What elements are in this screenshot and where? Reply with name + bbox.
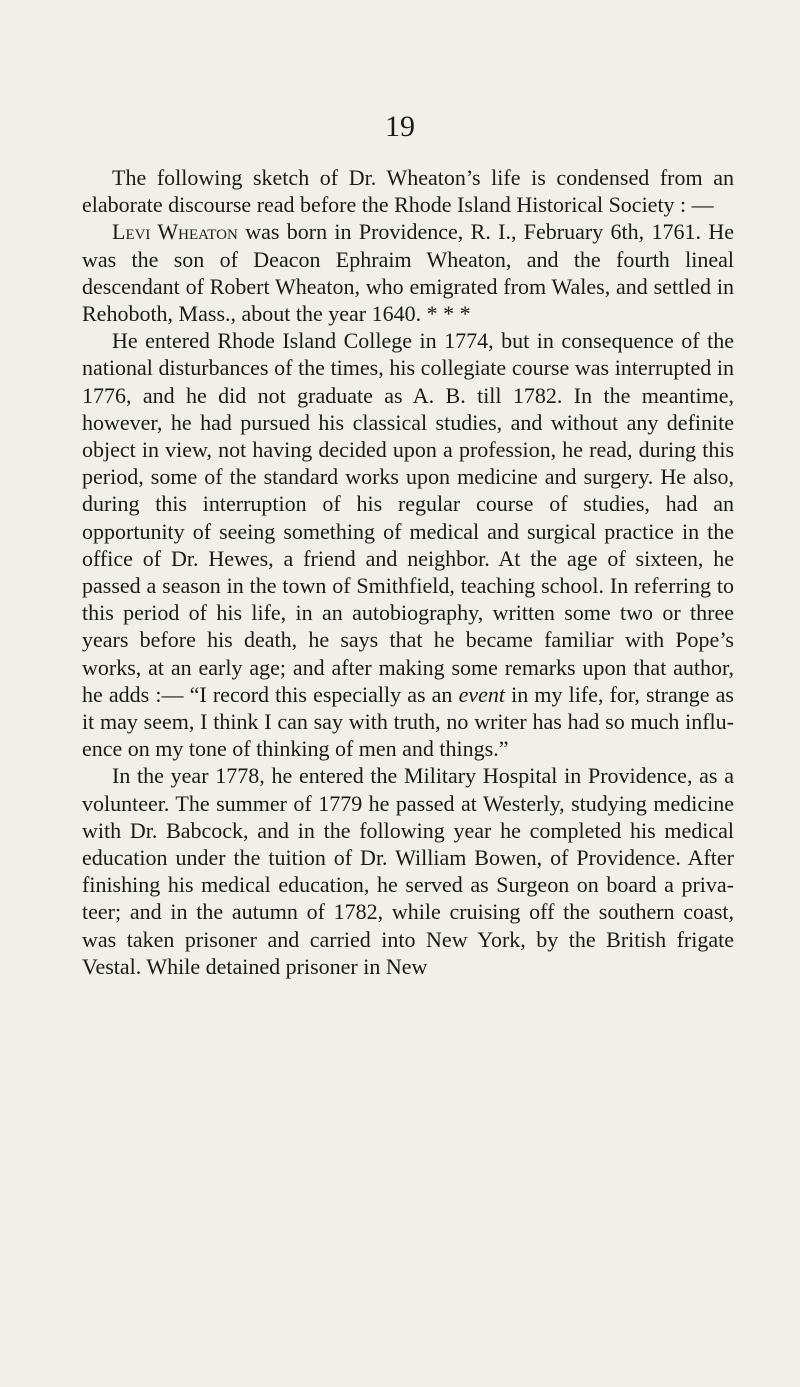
emphasis-event: event [458,681,505,707]
hospital-paragraph: In the year 1778, he entered the Military Hospital in Providence, as a volunteer. The summer of 1779 he passed at Westerly, studying medicine with Dr. Babcock, and in the following year he completed his medical education under the tuition of Dr. William Bowen, of Providence. After finishing his medical education, he served as Surgeon on board a privateer; and in the autumn of 1782, while cruising off the southern coast, was taken prisoner and carried into New York, by the British frigate Vestal. While detained prisoner in New [82,763,734,979]
college-text-a: He entered Rhode Island College in 1774, but in consequence of the national disturbances of the times, his collegiate course was interrupted in 1776, and he did not graduate as A. B. till 1782. In the meantime, however, he had pursued his classical studies, and without any definite object in view, not having decided upon a profession, he read, during this period, some of the standard works upon medicine and surgery. He also, during this interruption of his regular course of studies, had an opportunity of seeing something of medical and surgical practice in the office of Dr. Hewes, a friend and neighbor. At the age of sixteen, he passed a season in the town of Smithfield, teaching school. In referring to this period of his life, in an autobiography, written some two or three years before his death, he says that he became familiar with Pope’s works, at an early age; and after making some remarks upon that author, he adds :— “I record this especially as an [82,328,734,707]
intro-paragraph: The following sketch of Dr. Wheaton’s life is condensed from an elaborate discourse read before the Rhode Island Historical Society : — [82,165,734,218]
birth-text: was born in Providence, R. I., February 6th, 1761. He was the son of Deacon Ephraim Wheaton, and the fourth lineal descendant of Robert Wheaton, who emigrated from Wales, and settled in Rehoboth, Mass., about the year 1640. * * * [82,219,734,327]
college-text-b: in my life, for, strange as it may seem, I think I can say with truth, no writer has had so much influence on my tone of thinking of men and things.” [82,681,734,762]
page-number: 19 [385,110,415,143]
birth-paragraph [82,218,734,327]
subject-name: Levi Wheaton [112,219,238,245]
college-paragraph [82,327,734,762]
body-text [82,164,734,980]
